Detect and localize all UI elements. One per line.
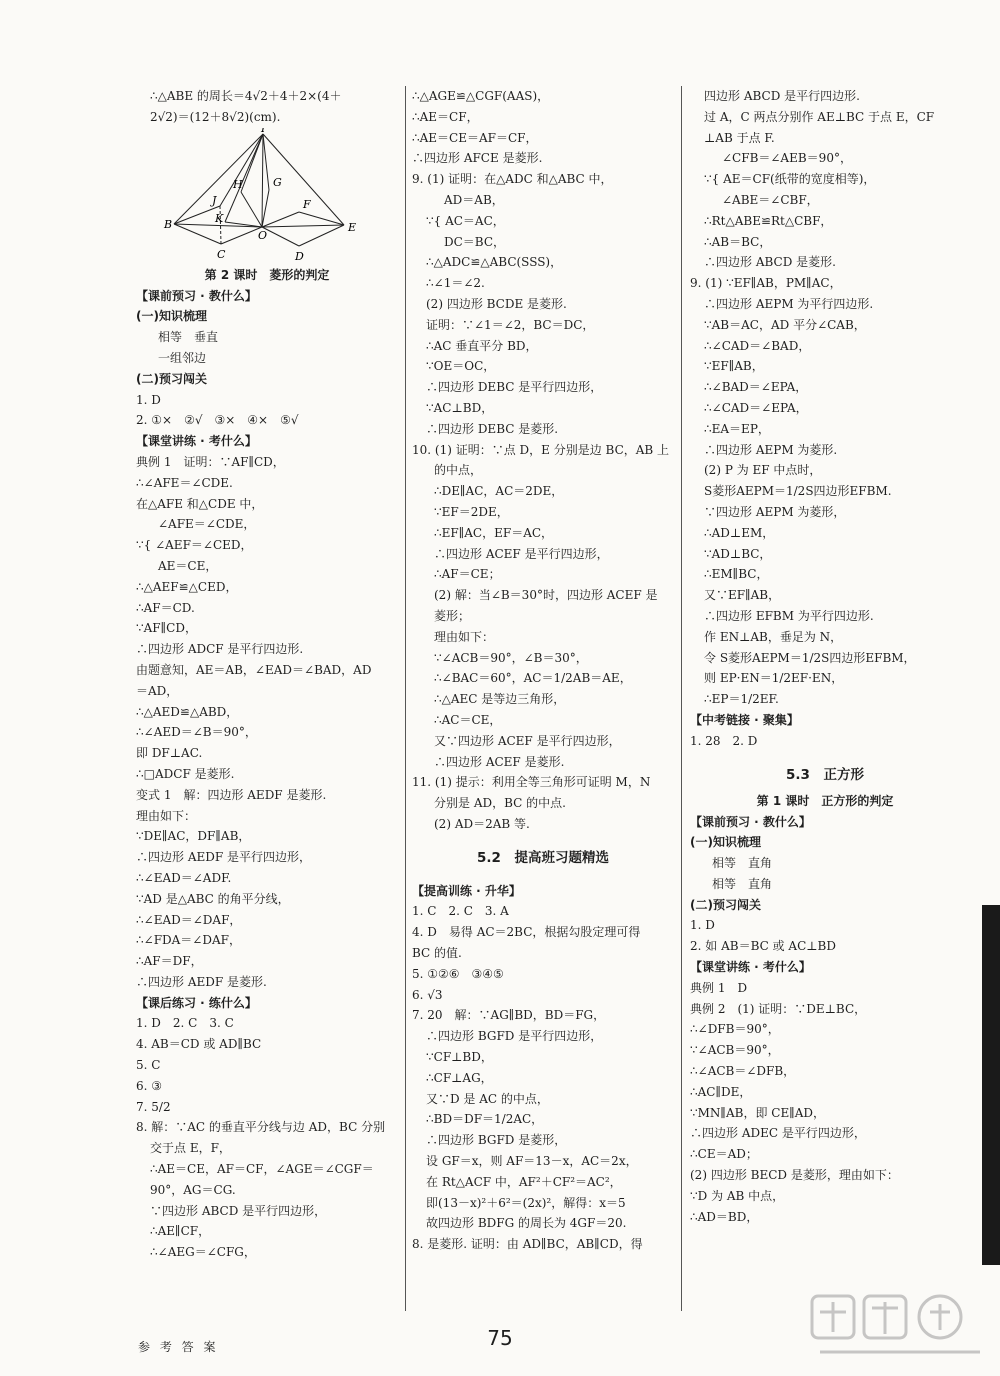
answer-line: 理由如下： — [136, 808, 197, 823]
answer-line: ∴∠1＝∠2. — [426, 276, 485, 291]
figure-point-label: E — [348, 220, 357, 234]
spacer — [412, 873, 674, 881]
answer-line: ∴AD＝BD， — [690, 1209, 759, 1224]
answer-line: ∴EP＝1/2EF. — [704, 692, 779, 707]
answer-line: ∴AC 垂直平分 BD， — [426, 338, 538, 353]
answer-line: 4. D 易得 AC＝2BC，根据勾股定理可得 — [412, 925, 641, 940]
answer-line: ∴四边形 ACEF 是菱形. — [434, 754, 565, 769]
answer-line: 令 S菱形AEPM＝1/2S四边形EFBM， — [704, 650, 916, 665]
answer-line: 过 A，C 两点分别作 AE⊥BC 于点 E，CF — [704, 109, 935, 124]
answer-line: 9. (1) ∵EF∥AB，PM∥AC， — [690, 276, 842, 291]
answer-line: ∵四边形 ABCD 是平行四边形， — [150, 1203, 327, 1218]
column-divider-2 — [681, 86, 682, 1311]
figure-segment-HO — [241, 192, 262, 227]
answer-line: ∴EF∥AC，EF＝AC， — [434, 525, 554, 540]
answer-line: ∴∠DFB＝90°， — [690, 1022, 780, 1037]
answer-line: ∵四边形 AEPM 为菱形， — [704, 504, 846, 519]
answer-line: 6. √3 — [412, 987, 443, 1002]
answer-line: 故四边形 BDFG 的周长为 4GF＝20. — [426, 1216, 627, 1231]
answer-line: (2) 四边形 BCDE 是菱形. — [426, 296, 567, 311]
answer-line: ∵MN∥AB，即 CE∥AD， — [690, 1105, 826, 1120]
answer-line: 90°，AG＝CG. — [150, 1182, 236, 1197]
answer-line: 5. C — [136, 1058, 161, 1073]
lesson-heading: 第 1 课时 正方形的判定 — [756, 793, 894, 808]
answer-line: ∴AE∥CF， — [150, 1224, 211, 1239]
answer-line: 四边形 ABCD 是平行四边形. — [704, 89, 860, 103]
answer-line: 证明：∵∠1＝∠2，BC＝DC， — [426, 317, 595, 332]
section-title: 5.2 提高班习题精选 — [477, 849, 609, 866]
answer-line: ∵{ AE＝CF(纸带的宽度相等)， — [704, 172, 876, 187]
answer-line: ∴△AEF≌△CED， — [136, 579, 238, 594]
answer-line: BC 的值. — [412, 946, 462, 961]
section-title: 5.3 正方形 — [786, 766, 864, 783]
answer-line: ∴AC＝CE， — [434, 712, 502, 727]
answer-line: 则 EP·EN＝1/2EF·EN， — [704, 671, 844, 686]
answer-line: ∠ABE＝∠CBF， — [722, 192, 819, 207]
answer-line: 11. (1) 提示：利用全等三角形可证明 M，N — [412, 775, 651, 790]
answer-line: ∴CE＝AD； — [690, 1147, 758, 1162]
column-divider-1 — [405, 86, 406, 1311]
section-label: 【课前预习 · 教什么】 — [136, 288, 257, 303]
answer-line: 相等 垂直 — [158, 330, 219, 345]
figure-segment-OD — [262, 227, 299, 246]
answer-line: (2) 四边形 BECD 是菱形，理由如下： — [690, 1168, 899, 1183]
answer-line: ∵DE∥AC，DF∥AB， — [136, 829, 251, 844]
section-label: 【课堂讲练 · 考什么】 — [690, 960, 811, 975]
answer-line: ∵AB＝AC，AD 平分∠CAB， — [704, 317, 866, 332]
answer-line: ∴四边形 DEBC 是平行四边形， — [426, 380, 603, 395]
figure-segment-GO — [262, 190, 269, 227]
answer-line: 作 EN⊥AB，垂足为 N， — [704, 629, 843, 644]
answer-line: 10. (1) 证明：∵点 D，E 分别是边 BC，AB 上 — [412, 442, 670, 457]
answer-line: 即 DF⊥AC. — [136, 746, 203, 761]
answer-line: 7. 20 解：∵AG∥BD，BD＝FG， — [412, 1008, 606, 1023]
answer-line: ∴四边形 AEDF 是平行四边形， — [136, 850, 312, 865]
answer-line: ∴BD＝DF＝1/2AC， — [426, 1112, 544, 1127]
section-label: 【课后练习 · 练什么】 — [136, 995, 257, 1010]
figure-point-label: H — [233, 177, 243, 191]
figure-segment-DE — [299, 225, 344, 246]
section-label: 【提高训练 · 升华】 — [412, 883, 521, 898]
answer-line: 典例 1 证明：∵AF∥CD， — [136, 454, 285, 469]
section-label: (二)预习闯关 — [690, 897, 761, 912]
answer-line: ∴△AEC 是等边三角形， — [434, 692, 566, 707]
answer-line: ∴△ABE 的周长＝4√2＋4＋2×(4＋ — [150, 89, 342, 103]
answer-line: ∴∠EAD＝∠ADF. — [136, 870, 232, 885]
figure-segment-IG — [263, 134, 269, 190]
figure-point-label: B — [164, 217, 173, 231]
answer-line: ∴EM∥BC， — [704, 567, 769, 582]
answer-line: 1. D 2. C 3. C — [136, 1016, 234, 1031]
answer-line: (2) AD＝2AB 等. — [434, 816, 530, 831]
answer-line: ∴∠AEG＝∠CFG， — [150, 1245, 256, 1260]
spacer — [412, 835, 674, 843]
answer-line: 1. D — [690, 918, 715, 933]
answer-line: ∴AF＝CD. — [136, 600, 195, 615]
figure-segment-IO — [262, 134, 263, 227]
answer-line: ∴AE＝CF， — [412, 109, 479, 124]
answer-line: (2) P 为 EF 中点时， — [704, 463, 822, 478]
answer-line: ∴□ADCF 是菱形. — [136, 766, 235, 781]
geometry-figure — [136, 128, 398, 264]
answer-line: ∴四边形 ADEC 是平行四边形， — [690, 1126, 866, 1141]
answer-line: ∴∠AFE＝∠CDE. — [136, 475, 233, 490]
answer-column-2 — [412, 86, 674, 1255]
answer-line: ∵{ AC＝AC， — [426, 213, 505, 228]
answer-line: (2) 解：当∠B＝30°时，四边形 ACEF 是 — [434, 588, 658, 603]
answer-line: ∵{ ∠AEF＝∠CED， — [136, 538, 253, 553]
answer-line: ∴四边形 DEBC 是菱形. — [426, 421, 559, 436]
answer-line: 又∵D 是 AC 的中点， — [426, 1091, 549, 1106]
answer-line: ∵D 为 AB 中点， — [690, 1188, 785, 1203]
figure-point-label: C — [217, 247, 226, 261]
spacer — [690, 752, 960, 760]
answer-line: ∴∠ACB＝∠DFB， — [690, 1064, 796, 1079]
answer-line: 8. 解：∵AC 的垂直平分线与边 AD，BC 分别 — [136, 1120, 386, 1135]
answer-line: 7. 5/2 — [136, 1099, 171, 1114]
figure-segment-BC — [174, 224, 221, 244]
answer-line: ∴四边形 AEDF 是菱形. — [136, 974, 267, 989]
answer-line: ∵OE＝OC， — [426, 359, 496, 374]
figure-point-label: D — [295, 249, 304, 263]
chapter-tab-strip — [982, 905, 1000, 1265]
answer-line: 8. 是菱形. 证明：由 AD∥BC，AB∥CD，得 — [412, 1237, 643, 1252]
answer-line: ∵AD⊥BC， — [704, 546, 772, 561]
answer-line: 菱形； — [434, 608, 471, 623]
answer-line: ⊥AB 于点 F. — [704, 130, 775, 145]
answer-line: ∴∠AED＝∠B＝90°， — [136, 725, 257, 740]
answer-line: 2√2)＝(12＋8√2)(cm). — [150, 109, 281, 124]
geometry-figure-holder — [136, 128, 398, 264]
figure-segment-CO — [221, 227, 262, 244]
answer-line: 在△AFE 和△CDE 中， — [136, 496, 264, 511]
answer-line: ∴△ADC≌△ABC(SSS)， — [426, 255, 563, 270]
answer-line: ∴∠BAD＝∠EPA， — [704, 380, 808, 395]
answer-line: 1. C 2. C 3. A — [412, 904, 509, 919]
answer-column-3 — [690, 86, 960, 1227]
answer-line: 典例 1 D — [690, 980, 748, 995]
answer-line: ∴AD⊥EM， — [704, 525, 775, 540]
figure-point-label: F — [303, 197, 311, 211]
answer-line: ∴△AED≌△ABD， — [136, 704, 239, 719]
answer-line: ∴AB＝BC， — [704, 234, 772, 249]
answer-line: 一组邻边 — [158, 350, 207, 365]
answer-line: ∴四边形 AEPM 为菱形. — [704, 442, 838, 457]
answer-line: ∴四边形 AFCE 是菱形. — [412, 151, 543, 166]
answer-line: ∴EA＝EP， — [704, 421, 770, 436]
figure-point-label: K — [215, 211, 224, 225]
answer-line: 分别是 AD，BC 的中点. — [434, 796, 566, 811]
answer-line: AD＝AB， — [444, 192, 504, 207]
answer-line: DC＝BC， — [444, 234, 506, 249]
answer-line: 5. ①②⑥ ③④⑤ — [412, 966, 504, 981]
figure-segment-OE — [262, 225, 344, 227]
answer-line: ∴四边形 BGFD 是平行四边形， — [426, 1029, 603, 1044]
answer-line: 4. AB＝CD 或 AD∥BC — [136, 1037, 262, 1052]
figure-point-label: I — [261, 127, 266, 135]
figure-segment-IK — [225, 134, 263, 222]
answer-line: ∵EF∥AB， — [704, 359, 764, 374]
section-label: (一)知识梳理 — [136, 309, 207, 324]
section-label: 【中考链接 · 聚集】 — [690, 712, 799, 727]
answer-line: ∴AF＝CE； — [434, 567, 501, 582]
answer-line: ∴四边形 ACEF 是平行四边形， — [434, 546, 609, 561]
answer-line: ∴△AGE≌△CGF(AAS)， — [412, 89, 550, 103]
figure-point-label: J — [212, 193, 217, 207]
answer-line: ∴DE∥AC，AC＝2DE， — [434, 484, 564, 499]
figure-segment-FO — [262, 212, 299, 227]
answer-line: 交于点 E，F， — [150, 1141, 231, 1156]
answer-line: 2. ①× ②√ ③× ④× ⑤√ — [136, 413, 299, 428]
answer-line: ∴Rt△ABE≌Rt△CBF， — [704, 213, 833, 228]
answer-line: ∵∠ACB＝90°， — [690, 1043, 780, 1058]
answer-line: 典例 2 (1) 证明：∵DE⊥BC， — [690, 1001, 867, 1016]
answer-line: ∵CF⊥BD， — [426, 1050, 493, 1065]
answer-line: ∴∠BAC＝60°，AC＝1/2AB＝AE， — [434, 671, 632, 686]
answer-line: 1. D — [136, 392, 161, 407]
section-label: (二)预习闯关 — [136, 371, 207, 386]
answer-line: 相等 直角 — [712, 856, 773, 871]
footer-label: 参 考 答 案 — [138, 1340, 219, 1354]
answer-line: 9. (1) 证明：在△ADC 和△ABC 中， — [412, 172, 613, 187]
answer-line: ∵AF∥CD， — [136, 621, 197, 636]
answer-line: ＝AD， — [136, 683, 179, 698]
figure-segment-IB — [174, 134, 263, 224]
answer-line: ∵AD 是△ABC 的角平分线， — [136, 891, 290, 906]
answer-line: ∠AFE＝∠CDE， — [158, 517, 256, 532]
page-number: 75 — [487, 1326, 513, 1350]
figure-point-label: O — [258, 228, 268, 242]
answer-line: 又∵四边形 ACEF 是平行四边形， — [434, 733, 621, 748]
answer-line: ∵AC⊥BD， — [426, 400, 494, 415]
section-label: (一)知识梳理 — [690, 835, 761, 850]
figure-segment-JB — [174, 206, 220, 224]
answer-line: ∴∠EAD＝∠DAF， — [136, 912, 242, 927]
answer-line: 6. ③ — [136, 1078, 163, 1093]
answer-line: ∴∠CAD＝∠EPA， — [704, 400, 808, 415]
answer-line: ∵EF＝2DE， — [434, 504, 509, 519]
answer-line: 1. 28 2. D — [690, 733, 758, 748]
answer-line: 理由如下： — [434, 629, 495, 644]
answer-line: ∠CFB＝∠AEB＝90°， — [722, 151, 852, 166]
answer-line: ∴四边形 ADCF 是平行四边形. — [136, 642, 304, 657]
answer-line: 2. 如 AB＝BC 或 AC⊥BD — [690, 939, 836, 954]
answer-line: ∴四边形 EFBM 为平行四边形. — [704, 608, 874, 623]
answer-line: ∴∠FDA＝∠DAF， — [136, 933, 241, 948]
answer-line: ∴AE＝CE＝AF＝CF， — [412, 130, 538, 145]
answer-line: 由题意知，AE＝AB，∠EAD＝∠BAD，AD — [136, 662, 372, 677]
answer-line: 的中点， — [434, 463, 483, 478]
answer-line: S菱形AEPM＝1/2S四边形EFBM. — [704, 484, 892, 499]
answer-line: 变式 1 解：四边形 AEDF 是菱形. — [136, 787, 327, 802]
answer-line: ∴CF⊥AG， — [426, 1070, 493, 1085]
answer-line: AE＝CE， — [158, 558, 218, 573]
answer-line: 相等 直角 — [712, 876, 773, 891]
figure-segment-FE — [299, 212, 344, 225]
answer-line: ∴AE＝CE，AF＝CF，∠AGE＝∠CGF＝ — [150, 1162, 374, 1177]
answer-line: ∴四边形 BGFD 是菱形， — [426, 1133, 567, 1148]
answer-line: ∴AC∥DE， — [690, 1084, 752, 1099]
answer-line: ∵∠ACB＝90°，∠B＝30°， — [434, 650, 588, 665]
answer-line: ∴四边形 AEPM 为平行四边形. — [704, 296, 874, 311]
answer-line: 即(13－x)²＋6²＝(2x)²，解得：x＝5 — [426, 1195, 626, 1210]
lesson-heading: 第 2 课时 菱形的判定 — [204, 267, 330, 282]
figure-point-label: G — [273, 175, 282, 189]
section-label: 【课堂讲练 · 考什么】 — [136, 434, 257, 449]
answer-column-1 — [136, 86, 398, 1263]
section-label: 【课前预习 · 教什么】 — [690, 814, 811, 829]
answer-line: ∴∠CAD＝∠BAD， — [704, 338, 811, 353]
answer-line: ∴四边形 ABCD 是菱形. — [704, 255, 836, 270]
answer-line: ∴AF＝DF， — [136, 954, 203, 969]
answer-line: 设 GF＝x，则 AF＝13－x，AC＝2x， — [426, 1154, 638, 1169]
answer-line: 在 Rt△ACF 中，AF²＋CF²＝AC²， — [426, 1174, 622, 1189]
answer-line: 又∵EF∥AB， — [704, 588, 781, 603]
figure-segment-IJ — [220, 134, 263, 206]
